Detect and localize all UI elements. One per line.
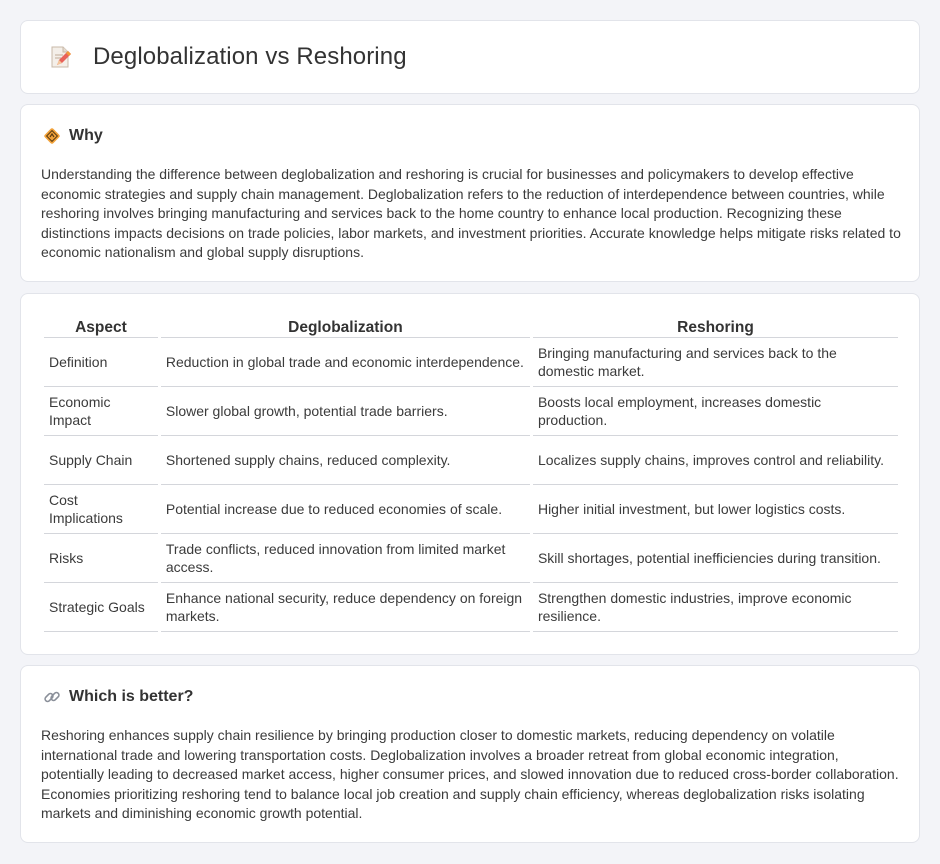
why-text: Understanding the difference between deglobalization and reshoring is crucial for businesses and policymakers to develop effective economic strategies and supply chain management. Deglobalization refers to the reduction of interdependence between countries, while reshoring involves bringing manufacturing and services back to the home country to enhance local production. Recognizing these distinctions impacts decisions on trade policies, labor markets, and investment priorities. Accurate knowledge helps mitigate risks related to economic nationalism and global supply disruptions. <box>41 166 901 261</box>
aspect-cell: Cost Implications <box>44 485 158 534</box>
comparison-table <box>41 316 901 632</box>
deglobalization-cell: Shortened supply chains, reduced complexity. <box>161 436 530 485</box>
reshoring-cell: Localizes supply chains, improves control and reliability. <box>533 436 898 485</box>
deglobalization-cell: Enhance national security, reduce dependency on foreign markets. <box>161 583 530 632</box>
page-title: Deglobalization vs Reshoring <box>93 43 407 70</box>
aspect-cell: Definition <box>44 338 158 387</box>
document-pencil-icon <box>47 44 73 70</box>
table-row <box>44 387 898 436</box>
deglobalization-cell: Slower global growth, potential trade barriers. <box>161 387 530 436</box>
table-row <box>44 436 898 485</box>
link-icon <box>43 688 61 706</box>
why-heading <box>43 127 103 145</box>
table-row <box>44 583 898 632</box>
comparison-table-card <box>20 293 920 655</box>
reshoring-cell: Strengthen domestic industries, improve economic resilience. <box>533 583 898 632</box>
header-aspect: Aspect <box>44 316 158 338</box>
reshoring-cell: Boosts local employment, increases domestic production. <box>533 387 898 436</box>
deglobalization-cell: Trade conflicts, reduced innovation from limited market access. <box>161 534 530 583</box>
table-row <box>44 338 898 387</box>
better-text: Reshoring enhances supply chain resilience by bringing production closer to domestic markets, reducing dependency on volatile international trade and lowering transportation costs. Deglobalization involves a broader retreat from global economic integration, potentially leading to decreased market access, higher consumer prices, and slowed innovation due to reduced cross-border collaboration. Economies prioritizing reshoring tend to balance local job creation and supply chain efficiency, whereas deglobalization risks isolating markets and diminishing economic growth potential. <box>41 727 899 822</box>
table-row <box>44 485 898 534</box>
header-reshoring: Reshoring <box>533 316 898 338</box>
aspect-cell: Supply Chain <box>44 436 158 485</box>
reshoring-cell: Higher initial investment, but lower logistics costs. <box>533 485 898 534</box>
title-card <box>20 20 920 94</box>
why-title: Why <box>69 127 103 144</box>
aspect-cell: Economic Impact <box>44 387 158 436</box>
better-heading <box>43 688 193 706</box>
diamond-sign-icon <box>43 127 61 145</box>
table-row <box>44 534 898 583</box>
aspect-cell: Risks <box>44 534 158 583</box>
header-deglobalization: Deglobalization <box>161 316 530 338</box>
why-section <box>20 104 920 282</box>
table-header-row <box>44 316 898 338</box>
aspect-cell: Strategic Goals <box>44 583 158 632</box>
deglobalization-cell: Reduction in global trade and economic interdependence. <box>161 338 530 387</box>
reshoring-cell: Bringing manufacturing and services back to the domestic market. <box>533 338 898 387</box>
deglobalization-cell: Potential increase due to reduced economies of scale. <box>161 485 530 534</box>
which-is-better-section <box>20 665 920 843</box>
title-row <box>47 43 407 71</box>
reshoring-cell: Skill shortages, potential inefficiencies during transition. <box>533 534 898 583</box>
better-title: Which is better? <box>69 688 194 705</box>
